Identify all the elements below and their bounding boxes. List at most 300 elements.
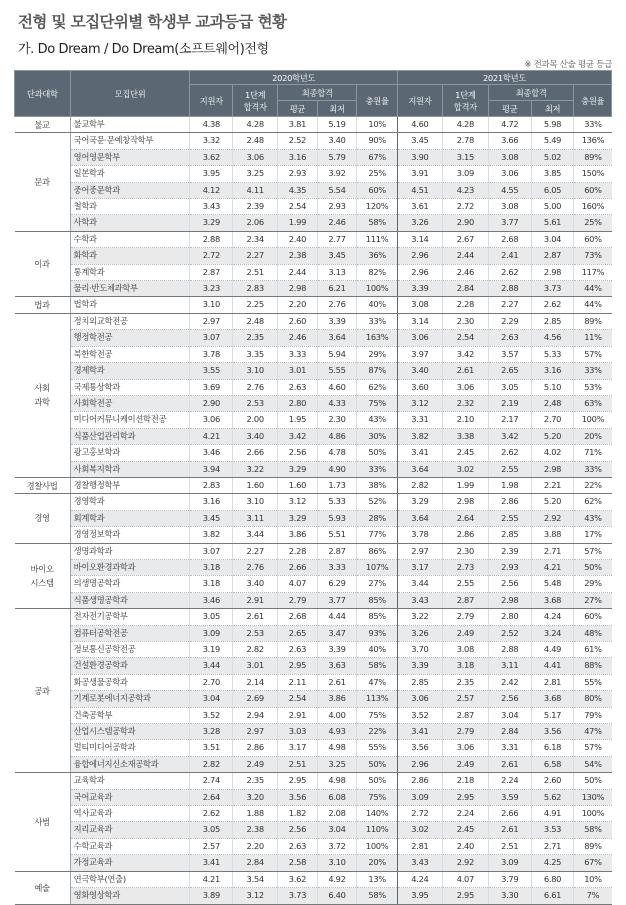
value-cell: 3.13 [317,264,357,280]
value-cell: 7% [574,888,612,904]
value-cell: 50% [357,445,398,461]
value-cell: 2.93 [278,166,318,182]
value-cell: 3.33 [317,559,357,575]
value-cell: 5.54 [317,182,357,198]
table-row [15,379,612,395]
value-cell: 3.70 [397,642,442,658]
value-cell: 107% [357,559,398,575]
value-cell: 1.60 [278,477,318,493]
value-cell: 3.44 [190,658,233,674]
value-cell: 3.09 [190,625,233,641]
value-cell: 3.40 [397,363,442,379]
value-cell: 2.28 [442,297,488,313]
value-cell: 2.30 [317,412,357,428]
unit-cell: 건설환경공학과 [70,658,190,674]
value-cell: 57% [574,346,612,362]
unit-cell: 컴퓨터공학전공 [70,625,190,641]
value-cell: 2.40 [278,231,318,247]
value-cell: 100% [574,412,612,428]
value-cell: 4.21 [190,428,233,444]
value-cell: 3.12 [233,888,278,904]
value-cell: 2.64 [190,789,233,805]
value-cell: 3.60 [397,379,442,395]
value-cell: 50% [357,756,398,772]
value-cell: 3.78 [397,527,442,543]
value-cell: 4.35 [278,182,318,198]
value-cell: 2.57 [190,838,233,854]
value-cell: 5.62 [531,789,574,805]
value-cell: 1.82 [278,806,318,822]
value-cell: 4.56 [531,330,574,346]
value-cell: 2.80 [488,609,531,625]
value-cell: 2.79 [442,609,488,625]
value-cell: 3.07 [190,543,233,559]
value-cell: 63% [574,395,612,411]
table-row [15,625,612,641]
value-cell: 47% [357,674,398,690]
value-cell: 4.38 [190,117,233,133]
value-cell: 61% [574,642,612,658]
value-cell: 3.42 [278,428,318,444]
grades-table [14,70,612,905]
value-cell: 3.16 [190,494,233,510]
value-cell: 2.70 [531,412,574,428]
value-cell: 150% [574,166,612,182]
value-cell: 25% [574,215,612,231]
value-cell: 3.64 [317,330,357,346]
value-cell: 2.29 [488,313,531,329]
value-cell: 2.19 [488,395,531,411]
value-cell: 2.45 [442,822,488,838]
unit-cell: 정보통신공학전공 [70,642,190,658]
value-cell: 2.71 [531,838,574,854]
value-cell: 2.35 [442,674,488,690]
value-cell: 130% [574,789,612,805]
value-cell: 2.95 [278,773,318,789]
value-cell: 6.05 [531,182,574,198]
value-cell: 2.90 [442,215,488,231]
table-row [15,313,612,329]
value-cell: 87% [357,363,398,379]
value-cell: 48% [574,625,612,641]
value-cell: 2.76 [317,297,357,313]
table-row [15,822,612,838]
value-cell: 3.52 [190,707,233,723]
value-cell: 2.24 [488,773,531,789]
value-cell: 5.19 [317,117,357,133]
table-row [15,395,612,411]
value-cell: 33% [357,461,398,477]
value-cell: 2.96 [397,248,442,264]
value-cell: 3.42 [488,428,531,444]
table-row [15,264,612,280]
value-cell: 2.46 [317,215,357,231]
value-cell: 10% [574,871,612,887]
value-cell: 2.17 [488,412,531,428]
unit-cell: 경영정보학과 [70,527,190,543]
value-cell: 3.40 [233,428,278,444]
value-cell: 3.04 [317,822,357,838]
value-cell: 3.16 [531,363,574,379]
value-cell: 77% [357,527,398,543]
value-cell: 2.93 [488,559,531,575]
value-cell: 3.17 [397,559,442,575]
value-cell: 2.57 [442,691,488,707]
value-cell: 3.41 [397,445,442,461]
value-cell: 3.43 [397,592,442,608]
value-cell: 50% [574,773,612,789]
table-row [15,133,612,149]
value-cell: 29% [574,576,612,592]
value-cell: 3.44 [233,527,278,543]
value-cell: 3.04 [531,231,574,247]
value-cell: 2.96 [397,264,442,280]
value-cell: 3.08 [397,297,442,313]
value-cell: 2.66 [233,445,278,461]
value-cell: 3.06 [488,166,531,182]
value-cell: 2.10 [442,412,488,428]
value-cell: 2.85 [397,674,442,690]
value-cell: 73% [574,248,612,264]
value-cell: 1.88 [233,806,278,822]
value-cell: 3.24 [531,625,574,641]
year-2021-header: 2021학년도 [397,71,611,85]
value-cell: 2.60 [531,773,574,789]
value-cell: 2.87 [190,264,233,280]
value-cell: 3.77 [317,592,357,608]
value-cell: 2.06 [233,215,278,231]
unit-cell: 불교학부 [70,117,190,133]
value-cell: 2.52 [488,625,531,641]
value-cell: 89% [574,313,612,329]
college-cell: 문과 [15,133,71,231]
value-cell: 2.39 [233,199,278,215]
value-cell: 2.61 [488,756,531,772]
value-cell: 67% [574,855,612,871]
unit-cell: 식품생명공학과 [70,592,190,608]
value-cell: 93% [357,625,398,641]
value-cell: 36% [357,248,398,264]
value-cell: 2.68 [278,609,318,625]
value-cell: 5.48 [531,576,574,592]
value-cell: 2.20 [278,297,318,313]
table-row [15,346,612,362]
value-cell: 2.55 [488,461,531,477]
value-cell: 1.60 [233,477,278,493]
value-cell: 2.95 [442,888,488,904]
value-cell: 62% [357,379,398,395]
value-cell: 5.20 [531,428,574,444]
min-header: 최저 [317,101,357,117]
value-cell: 3.52 [397,707,442,723]
table-row [15,199,612,215]
value-cell: 2.97 [233,724,278,740]
stage1-header: 1단계 합격자 [233,85,278,117]
value-cell: 5.33 [531,346,574,362]
value-cell: 2.25 [233,297,278,313]
value-cell: 6.80 [531,871,574,887]
college-cell: 불교 [15,117,71,133]
table-row [15,494,612,510]
value-cell: 2.79 [278,592,318,608]
value-cell: 33% [574,363,612,379]
table-row [15,691,612,707]
value-cell: 111% [357,231,398,247]
value-cell: 6.08 [317,789,357,805]
value-cell: 50% [574,559,612,575]
value-cell: 3.02 [442,461,488,477]
value-cell: 4.49 [531,642,574,658]
value-cell: 2.98 [442,494,488,510]
value-cell: 3.03 [278,724,318,740]
value-cell: 2.83 [233,281,278,297]
college-cell: 사범 [15,773,71,871]
value-cell: 2.96 [397,756,442,772]
table-row [15,724,612,740]
value-cell: 57% [574,740,612,756]
value-cell: 2.38 [278,248,318,264]
value-cell: 71% [574,445,612,461]
unit-cell: 바이오환경과학과 [70,559,190,575]
value-cell: 4.90 [317,461,357,477]
value-cell: 4.12 [190,182,233,198]
value-cell: 4.60 [317,379,357,395]
value-cell: 4.91 [531,806,574,822]
value-cell: 3.39 [317,642,357,658]
value-cell: 160% [574,199,612,215]
value-cell: 2.66 [488,806,531,822]
value-cell: 3.43 [397,855,442,871]
value-cell: 2.84 [488,724,531,740]
value-cell: 3.62 [278,871,318,887]
table-row [15,297,612,313]
value-cell: 29% [357,346,398,362]
unit-cell: 사회복지학과 [70,461,190,477]
unit-cell: 지리교육과 [70,822,190,838]
value-cell: 3.38 [442,428,488,444]
table-row [15,806,612,822]
value-cell: 27% [357,576,398,592]
value-cell: 4.98 [317,740,357,756]
value-cell: 3.18 [190,576,233,592]
unit-cell: 철학과 [70,199,190,215]
value-cell: 2.97 [397,543,442,559]
table-row [15,477,612,493]
value-cell: 2.49 [442,625,488,641]
value-cell: 3.68 [531,592,574,608]
unit-cell: 정치외교학전공 [70,313,190,329]
table-body [15,117,612,905]
value-cell: 2.51 [233,264,278,280]
value-cell: 2.82 [233,642,278,658]
value-cell: 4.21 [190,871,233,887]
value-cell: 5.10 [531,379,574,395]
value-cell: 2.81 [531,674,574,690]
value-cell: 2.87 [531,248,574,264]
value-cell: 13% [357,871,398,887]
value-cell: 3.54 [233,871,278,887]
value-cell: 3.39 [397,281,442,297]
value-cell: 2.53 [233,625,278,641]
unit-cell: 사학과 [70,215,190,231]
value-cell: 2.74 [190,773,233,789]
value-cell: 2.63 [278,379,318,395]
value-cell: 2.51 [278,756,318,772]
table-row [15,609,612,625]
value-cell: 3.26 [397,215,442,231]
table-row [15,182,612,198]
value-cell: 2.95 [442,789,488,805]
value-cell: 2.85 [531,313,574,329]
unit-cell: 중어중문학과 [70,182,190,198]
value-cell: 2.92 [442,855,488,871]
value-cell: 3.09 [397,789,442,805]
unit-cell: 영어영문학부 [70,149,190,165]
unit-cell: 회계학과 [70,510,190,526]
value-cell: 2.63 [278,642,318,658]
value-cell: 2.14 [233,674,278,690]
value-cell: 3.16 [278,149,318,165]
value-cell: 58% [357,888,398,904]
value-cell: 85% [357,609,398,625]
value-cell: 3.77 [488,215,531,231]
value-cell: 2.18 [442,773,488,789]
value-cell: 60% [574,609,612,625]
value-cell: 4.55 [488,182,531,198]
unit-cell: 화공생물공학과 [70,674,190,690]
value-cell: 2.98 [488,592,531,608]
value-cell: 4.51 [397,182,442,198]
value-cell: 3.56 [397,740,442,756]
value-cell: 2.58 [278,855,318,871]
value-cell: 2.11 [278,674,318,690]
table-row [15,510,612,526]
value-cell: 2.84 [442,281,488,297]
value-cell: 5.94 [317,346,357,362]
value-cell: 2.41 [488,248,531,264]
value-cell: 2.54 [278,691,318,707]
value-cell: 3.63 [317,658,357,674]
value-cell: 3.29 [190,215,233,231]
unit-cell: 기계로봇에너지공학과 [70,691,190,707]
value-cell: 2.61 [317,674,357,690]
value-cell: 3.69 [190,379,233,395]
value-cell: 85% [357,592,398,608]
value-cell: 2.38 [233,822,278,838]
table-row [15,117,612,133]
value-cell: 4.92 [317,871,357,887]
value-cell: 2.62 [488,445,531,461]
value-cell: 2.84 [233,855,278,871]
value-cell: 2.78 [442,133,488,149]
value-cell: 57% [574,543,612,559]
value-cell: 3.45 [190,510,233,526]
value-cell: 79% [574,707,612,723]
applicants-header: 지원자 [397,85,442,117]
value-cell: 20% [574,428,612,444]
final-header: 최종합격 [278,85,357,101]
value-cell: 2.62 [190,806,233,822]
value-cell: 2.72 [442,199,488,215]
value-cell: 1.95 [278,412,318,428]
value-cell: 2.86 [233,740,278,756]
value-cell: 3.40 [233,576,278,592]
value-cell: 2.48 [233,133,278,149]
unit-cell: 건축공학부 [70,707,190,723]
value-cell: 43% [574,510,612,526]
value-cell: 2.86 [488,494,531,510]
value-cell: 2.20 [233,838,278,854]
value-cell: 89% [574,149,612,165]
value-cell: 4.07 [442,871,488,887]
value-cell: 3.09 [442,166,488,182]
value-cell: 2.27 [233,248,278,264]
table-row [15,412,612,428]
value-cell: 3.45 [317,248,357,264]
value-cell: 3.18 [190,559,233,575]
value-cell: 100% [357,281,398,297]
unit-cell: 미디어커뮤니케이션학전공 [70,412,190,428]
unit-cell: 일본학과 [70,166,190,182]
value-cell: 5.51 [317,527,357,543]
value-cell: 3.79 [488,871,531,887]
value-cell: 3.08 [442,642,488,658]
value-cell: 100% [574,806,612,822]
value-cell: 17% [574,527,612,543]
value-cell: 2.77 [317,231,357,247]
value-cell: 3.44 [397,576,442,592]
value-cell: 2.90 [190,395,233,411]
value-cell: 2.91 [233,592,278,608]
value-cell: 3.10 [233,363,278,379]
value-cell: 3.04 [488,707,531,723]
fill-rate-header: 충원율 [574,85,612,117]
value-cell: 3.11 [233,510,278,526]
value-cell: 3.47 [317,625,357,641]
value-cell: 2.54 [442,330,488,346]
value-cell: 4.78 [317,445,357,461]
value-cell: 117% [574,264,612,280]
value-cell: 4.98 [317,773,357,789]
college-header: 단과대학 [15,71,71,117]
value-cell: 4.33 [317,395,357,411]
table-row [15,543,612,559]
value-cell: 2.55 [488,510,531,526]
value-cell: 3.82 [397,428,442,444]
value-cell: 3.06 [233,149,278,165]
value-cell: 2.48 [531,395,574,411]
table-header [15,71,612,117]
value-cell: 3.68 [531,691,574,707]
value-cell: 3.86 [317,691,357,707]
value-cell: 2.61 [233,609,278,625]
unit-cell: 경제학과 [70,363,190,379]
unit-cell: 역사교육과 [70,806,190,822]
table-row [15,888,612,904]
value-cell: 2.24 [442,806,488,822]
value-cell: 5.00 [531,199,574,215]
unit-cell: 국제통상학과 [70,379,190,395]
value-cell: 58% [357,658,398,674]
college-cell: 바이오 시스템 [15,543,71,609]
value-cell: 5.33 [317,494,357,510]
value-cell: 2.27 [488,297,531,313]
value-cell: 5.79 [317,149,357,165]
value-cell: 4.44 [317,609,357,625]
value-cell: 55% [357,740,398,756]
value-cell: 3.41 [190,855,233,871]
value-cell: 2.87 [442,592,488,608]
